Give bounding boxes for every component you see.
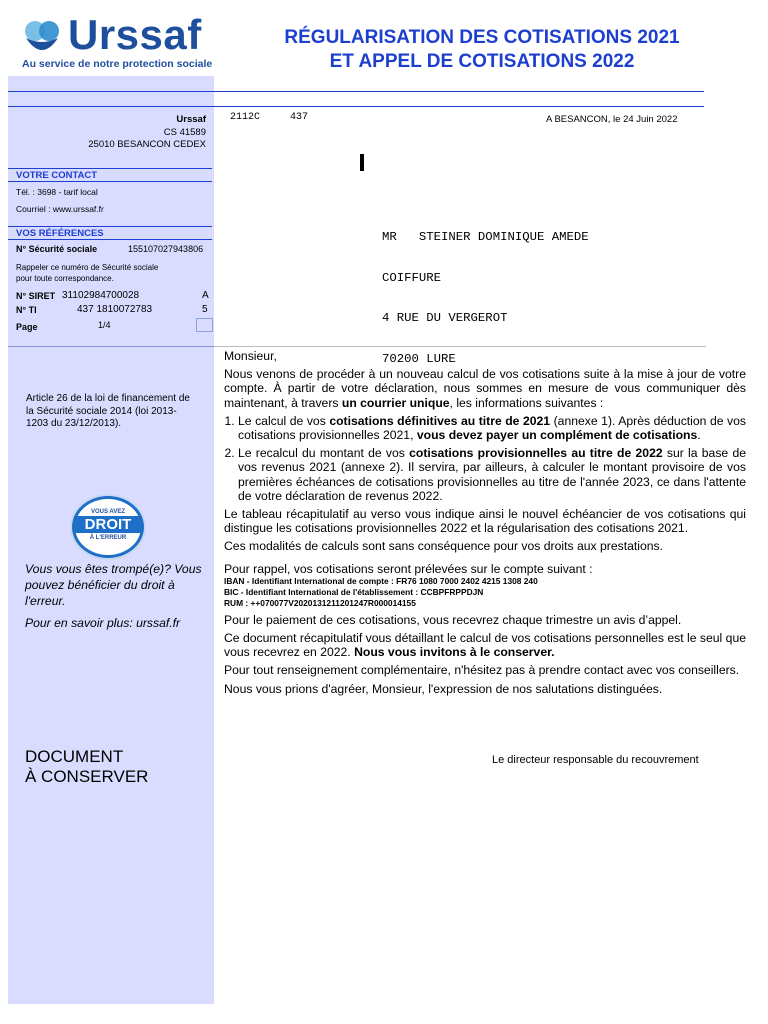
item2-text-a: Le recalcul du montant de vos [238,446,410,461]
list-item-1 [238,414,746,442]
title-line-2: ET APPEL DE COTISATIONS 2022 [329,51,635,72]
document-paragraph [224,631,746,659]
ref-code-1: 2112C [230,112,261,123]
closing-paragraph: Nous vous prions d'agréer, Monsieur, l'expression de nos salutations distinguées. [224,681,663,696]
header-rule-top [8,91,704,92]
ti-label: N° TI [16,305,37,315]
info-paragraph: Pour tout renseignement complémentaire, n'hésitez pas à prendre contact avec vos conseillers. [224,663,740,678]
contact-rule-bottom [8,181,212,182]
urssaf-logo-icon [22,18,62,56]
item1-text-a: Le calcul de vos [238,413,330,428]
ss-note-line-2: pour toute correspondance. [16,274,114,283]
siret-value: 31102984700028 [62,290,140,301]
item2-text-b: sur la base de vos revenus 2021 (annexe 2). Il servira, par ailleurs, à calculer le montant provisoire de vos premières échéances de cotisations provisionnelles au titre de l'année 2023, ce dans l'attente de votre déclaration de revenus 2022. [238,446,747,503]
ti-key: 5 [202,304,208,315]
refs-header: VOS RÉFÉRENCES [16,228,104,239]
title-line-1: RÉGULARISATION DES COTISATIONS 2021 [284,27,680,48]
page-value: 1/4 [98,320,111,330]
ss-note [16,262,158,284]
letter-body [224,349,746,700]
sender-address [14,114,206,152]
droit-erreur-badge [72,496,144,558]
keep-document-notice [25,747,148,787]
sender-org: Urssaf [176,114,206,125]
ref-code-2: 437 [290,112,309,123]
sidebar-body-rule [8,346,214,347]
intro-text-b: , les informations suivantes : [449,395,604,410]
salutation: Monsieur, [224,349,277,363]
alignment-marker [360,154,364,171]
badge-line-3: À L'ERREUR [89,535,127,541]
calc-paragraph: Ces modalités de calculs sont sans conséquence pour vos droits aux prestations. [224,539,663,554]
place-date: A BESANCON, le 24 Juin 2022 [546,114,678,125]
refs-rule-bottom [8,239,212,240]
more-info-text: Pour en savoir plus: urssaf.fr [25,616,181,630]
contact-email: Courriel : www.urssaf.fr [16,204,104,214]
recipient-line-4: 70200 LURE [382,351,456,366]
recipient-line-3: 4 RUE DU VERGEROT [382,311,508,325]
siret-label: N° SIRET [16,291,56,301]
page-box [196,318,213,332]
keep-line-1: DOCUMENT [25,747,124,766]
brand-tagline: Au service de notre protection sociale [22,58,213,70]
contact-phone: Tél. : 3698 - tarif local [16,187,98,197]
error-right-text: Vous vous êtes trompé(e)? Vous pouvez bénéficier du droit à l'erreur. [25,562,202,608]
intro-text-a: Nous venons de procéder à un nouveau calcul de vos cotisations suite à la mise à jour de votre compte. À partir de votre déclaration, nous sommes en mesure de vous communiquer dès maintenant, à travers [224,367,746,410]
contact-rule-top [8,168,212,169]
item1-text-c: . [697,428,701,443]
ss-note-line-1: Rappeler ce numéro de Sécurité sociale [16,263,159,272]
document-title [232,26,732,74]
page-label: Page [16,322,38,332]
rappel-paragraph: Pour rappel, vos cotisations seront prélevées sur le compte suivant : [224,561,593,576]
item2-bold: cotisations provisionnelles au titre de 2022 [409,446,663,461]
doc-bold: Nous vous invitons à le conserver. [354,645,555,660]
intro-bold: un courrier unique [341,395,450,410]
refs-rule-top [8,226,212,227]
brand-name: Urssaf [68,11,202,58]
siret-key: A [202,290,209,301]
recipient-line-2: COIFFURE [382,270,442,285]
recipient-line-1: MR STEINER DOMINIQUE AMEDE [382,230,589,244]
contact-header: VOTRE CONTACT [16,170,98,181]
bic-line: BIC - Identifiant International de l'établissement : CCBPFRPPDJN [224,586,484,597]
badge-line-2: DROIT [75,516,141,533]
ss-value: 155107027943806 [128,244,204,254]
rum-line: RUM : ++070077V2020131211201247R000014155 [224,597,416,608]
body-rule [214,346,706,347]
header-rule-bottom [8,106,704,107]
item1-text-b: (annexe 1). Après déduction de vos cotisations provisionnelles 2021, [238,413,746,443]
item1-bold-2: vous devez payer un complément de cotisations [416,428,698,443]
legal-article: Article 26 de la loi de financement de la Sécurité sociale 2014 (loi 2013-1203 du 23/12/2013). [26,393,190,429]
doc-text: Ce document récapitulatif vous détaillant le calcul de vos cotisations personnelles est le seul que vous recevrez en 2022. [224,631,746,660]
ti-value: 437 1810072783 [77,304,153,315]
sender-box: CS 41589 [163,126,206,138]
info-list [224,414,746,503]
item1-bold-1: cotisations définitives au titre de 2021 [329,413,551,428]
table-paragraph: Le tableau récapitulatif au verso vous indique ainsi le nouvel échéancier de vos cotisations qui distingue les cotisations provisionnelles 2022 et la régularisation des cotisations 2021. [224,507,746,536]
paiement-paragraph: Pour le paiement de ces cotisations, vous recevrez chaque trimestre un avis d’appel. [224,612,682,627]
intro-paragraph [224,367,746,410]
ss-label: N° Sécurité sociale [16,244,98,254]
signature: Le directeur responsable du recouvrement [492,754,699,766]
keep-line-2: À CONSERVER [25,767,149,786]
badge-line-1: VOUS AVEZ [90,509,125,515]
bank-details [224,576,746,609]
iban-line: IBAN - Identifiant International de compte : FR76 1080 7000 2402 4215 1308 240 [224,575,538,586]
sender-city: 25010 BESANCON CEDEX [88,139,206,150]
list-item-2 [238,446,746,503]
